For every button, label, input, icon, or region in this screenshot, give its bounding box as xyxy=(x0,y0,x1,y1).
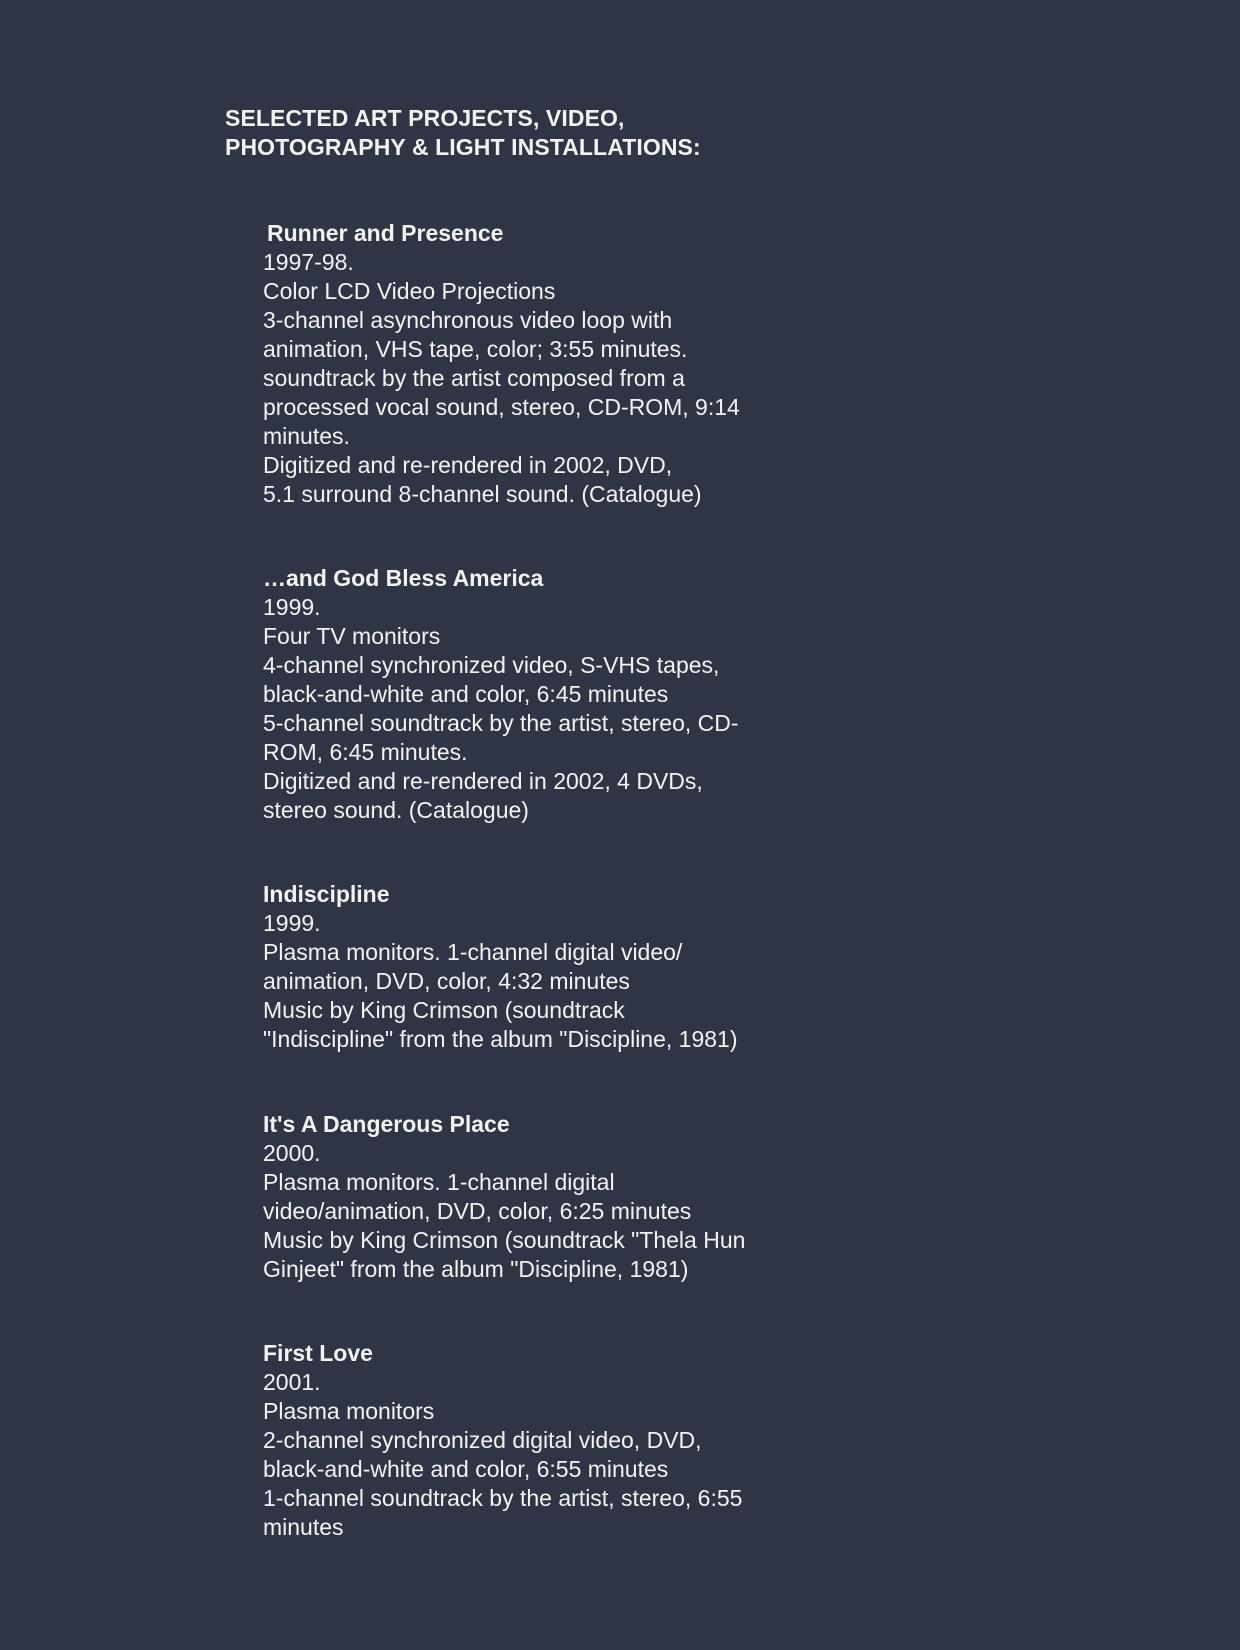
project-detail-line: processed vocal sound, stereo, CD-ROM, 9:14 xyxy=(263,394,740,420)
section-heading xyxy=(225,104,925,162)
project-entry-its-a-dangerous-place xyxy=(263,1110,903,1284)
project-detail-line: 2-channel synchronized digital video, DVD, xyxy=(263,1427,702,1453)
project-detail-line: minutes xyxy=(263,1514,344,1540)
project-detail-line: 1-channel soundtrack by the artist, stereo, 6:55 xyxy=(263,1485,743,1511)
project-detail-line: black-and-white and color, 6:55 minutes xyxy=(263,1456,669,1482)
project-title: Indiscipline xyxy=(263,881,390,907)
project-detail-line: video/animation, DVD, color, 6:25 minutes xyxy=(263,1198,692,1224)
project-detail-line: ROM, 6:45 minutes. xyxy=(263,739,468,765)
project-detail-line: soundtrack by the artist composed from a xyxy=(263,365,685,391)
project-detail-line: Music by King Crimson (soundtrack xyxy=(263,997,625,1023)
project-detail-line: 5.1 surround 8-channel sound. (Catalogue) xyxy=(263,481,702,507)
project-title: Runner and Presence xyxy=(267,220,504,246)
project-detail-line: Music by King Crimson (soundtrack "Thela Hun xyxy=(263,1227,746,1253)
project-detail-line: 1999. xyxy=(263,594,321,620)
project-detail-line: "Indiscipline" from the album "Discipline, 1981) xyxy=(263,1026,738,1052)
project-detail-line: Ginjeet" from the album "Discipline, 1981) xyxy=(263,1256,689,1282)
project-title: …and God Bless America xyxy=(263,565,544,591)
project-detail-line: 1997-98. xyxy=(263,249,354,275)
project-detail-line: Digitized and re-rendered in 2002, DVD, xyxy=(263,452,673,478)
project-detail-line: black-and-white and color, 6:45 minutes xyxy=(263,681,669,707)
project-detail-line: 1999. xyxy=(263,910,321,936)
project-entry-first-love xyxy=(263,1339,903,1542)
project-detail-line: stereo sound. (Catalogue) xyxy=(263,797,529,823)
project-detail-line: Plasma monitors xyxy=(263,1398,435,1424)
project-detail-line: Plasma monitors. 1-channel digital video/ xyxy=(263,939,683,965)
project-detail-line: 5-channel soundtrack by the artist, stereo, CD- xyxy=(263,710,739,736)
project-detail-line: 2000. xyxy=(263,1140,321,1166)
project-detail-line: Plasma monitors. 1-channel digital xyxy=(263,1169,615,1195)
project-entry-and-god-bless-america xyxy=(263,564,903,825)
project-title: First Love xyxy=(263,1340,373,1366)
project-title: It's A Dangerous Place xyxy=(263,1111,510,1137)
project-detail-line: minutes. xyxy=(263,423,350,449)
project-detail-line: Color LCD Video Projections xyxy=(263,278,556,304)
section-heading-line-1: SELECTED ART PROJECTS, VIDEO, xyxy=(225,105,625,131)
project-entry-runner-and-presence xyxy=(263,219,903,509)
project-detail-line: animation, DVD, color, 4:32 minutes xyxy=(263,968,630,994)
project-detail-line: 3-channel asynchronous video loop with xyxy=(263,307,673,333)
project-detail-line: 4-channel synchronized video, S-VHS tapes, xyxy=(263,652,720,678)
project-detail-line: animation, VHS tape, color; 3:55 minutes. xyxy=(263,336,688,362)
project-detail-line: 2001. xyxy=(263,1369,321,1395)
section-heading-line-2: PHOTOGRAPHY & LIGHT INSTALLATIONS: xyxy=(225,134,701,160)
project-entry-indiscipline xyxy=(263,880,903,1054)
project-detail-line: Four TV monitors xyxy=(263,623,441,649)
project-detail-line: Digitized and re-rendered in 2002, 4 DVDs, xyxy=(263,768,703,794)
